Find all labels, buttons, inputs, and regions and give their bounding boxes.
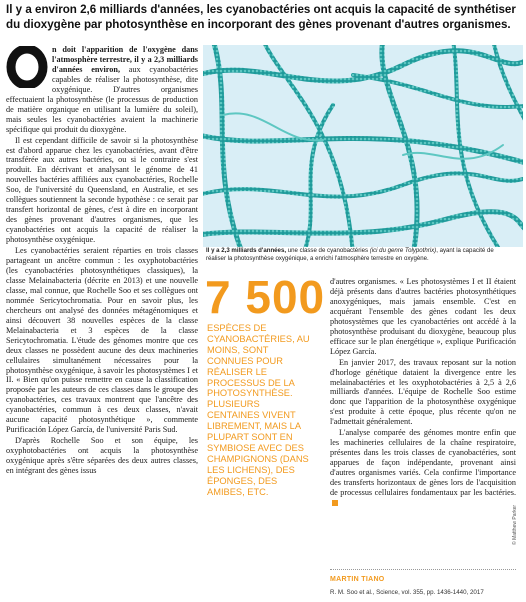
caption-bold: Il y a 2,3 milliards d'années, (206, 247, 287, 254)
callout-text: ESPÈCES DE CYANOBACTÉRIES, AU MOINS, SONT CONNUES POUR RÉALISER LE PROCESSUS DE LA PHOTOSYNTHÈSE. PLUSIEURS CENTAINES VIVENT LIBREMENT, MAIS LA PLUPART SONT EN SYMBIOSE AVEC DES CHAMPIGNONS (DANS LES LICHENS), DES ÉPONGES, DES AMIBES, ETC. (207, 323, 310, 497)
article-column-right (330, 277, 516, 509)
article-column-left (6, 45, 198, 477)
paragraph-5: d'autres organismes. « Les photosystèmes I et II étaient déjà présents dans d'autres bactéries photosynthétiques anoxygéniques, mais jamais ensemble. C'est en acquérant l'ensemble des gènes codant les deux photosystèmes que les cyanobactéries ont accédé à la photosynthèse produisant du dioxygène, beaucoup plus efficace sur le plan énergétique », explique Purificación López García. (330, 277, 516, 356)
paragraph-6: En janvier 2017, des travaux reposant sur la notion d'horloge génétique dataient la divergence entre les melainabactéries et les oxyphotobactéries à 2,5 à 2,6 milliards d'années. L'équipe de Rochelle Soo estime donc que l'apparition de la photosynthèse oxygénique s'est produite à cette époque, plus récente qu'on ne l'admettait généralement. (330, 357, 516, 427)
caption-text-1: une classe de cyanobactéries (286, 247, 370, 254)
reference: R. M. Soo et al., Science, vol. 355, pp. 1436-1440, 2017 (330, 589, 484, 596)
cyanobacteria-photo (203, 45, 523, 247)
lead-text: n doit l'apparition de l'oxygène dans l'atmosphère terrestre, il y a 2,3 milliards d'années environ, (52, 45, 198, 74)
end-mark (332, 500, 338, 506)
paragraph-4: D'après Rochelle Soo et son équipe, les oxyphotobactéries ont acquis la photosynthèse oxygénique après s'être séparées des deux autres classes, en intégrant des gènes issus (6, 436, 198, 476)
paragraph-7 (330, 428, 516, 508)
microscope-image (203, 45, 523, 247)
author-divider (330, 569, 516, 570)
photo-credit: © Matthew Parker (512, 504, 518, 545)
paragraph-3: Les cyanobactéries seraient réparties en trois classes partageant un ancêtre commun : les oxyphotobactéries (les cyanobactéries photosynthétiques classiques), la classe Melainabacteria (décrite en 2013) et une nouvelle classe, mal connue, que Rochelle Soo et ses collègues ont nommée Sericytochromatia. Pour en savoir plus, les chercheurs ont analysé des données métagénomiques et ainsi découvert 38 nouvelles espèces de la classe Melainabacteria et 3 espèces de la classe Sericytochromatia. L'étude des génomes montre que ces deux classes ne possèdent aucune des deux machineries cellulaires simultanément nécessaires pour la photosynthèse oxygénique, à savoir les photosystèmes I et II. « Bien qu'on puisse remettre en cause la classification proposée par les auteurs de ces classes dans le groupe des cyanobactéries, ces travaux montrent que l'ancêtre des cyanobactéries, commun à ces deux classes, n'avait aucune capacité photosynthétique », commente Purificación López García, de l'université Paris Sud. (6, 246, 198, 435)
photo-caption (206, 247, 506, 263)
paragraph-2: Il est cependant difficile de savoir si la photosynthèse est d'abord apparue chez les cyanobactéries, avant d'être transférée aux autres bactéries, ou si le contraire s'est produit. En décrivant et analysant le génome de 41 nouvelles bactéries affiliées aux cyanobactéries, Rochelle Soo, de l'université du Queensland, en Australie, et ses collègues soutiennent la seconde hypothèse : ce serait par transfert horizontal de gènes, c'est à dire en incorporant des gènes provenant d'autres organismes, que les cyanobactéries ont acquis la capacité de réaliser la photosynthèse oxygénique. (6, 135, 198, 245)
dropcap-o (6, 46, 48, 88)
paragraph-1-rest: aux cyanobactéries capables de réaliser la photosynthèse, dite oxygénique. D'autres organismes effectuaient la photosynthèse (le processus de production de matière organique en utilisant la lumière du soleil), mais seules les cyanobactéries avaient la machinerie spécifique qui produit du dioxygène. (6, 64, 198, 134)
callout-number: 7 500 (205, 271, 326, 323)
paragraph-7-text: L'analyse comparée des génomes montre enfin que les machineries cellulaires de la chaîne respiratoire, présentes dans les trois classes de cyanobactéries, sont apparues de façon indépendante, provenant ainsi d'autres organismes variés. Cela confirme l'importance des transferts horizontaux de gènes lors de l'acquisition de processus cellulaires fondamentaux par les bactéries. (330, 428, 516, 498)
author-name: MARTIN TIANO (330, 576, 385, 583)
headline: Il y a environ 2,6 milliards d'années, les cyanobactéries ont acquis la capacité de synthétiser du dioxygène par photosynthèse en incorporant des gènes provenant d'autres organismes. (6, 3, 516, 31)
caption-text-2: , ayant la capacité de réaliser la photosynthèse oxygénique, a enrichi l'atmosphère terrestre en oxygène. (206, 247, 494, 262)
caption-italic: (ici du genre Tolypothrix) (369, 247, 437, 254)
